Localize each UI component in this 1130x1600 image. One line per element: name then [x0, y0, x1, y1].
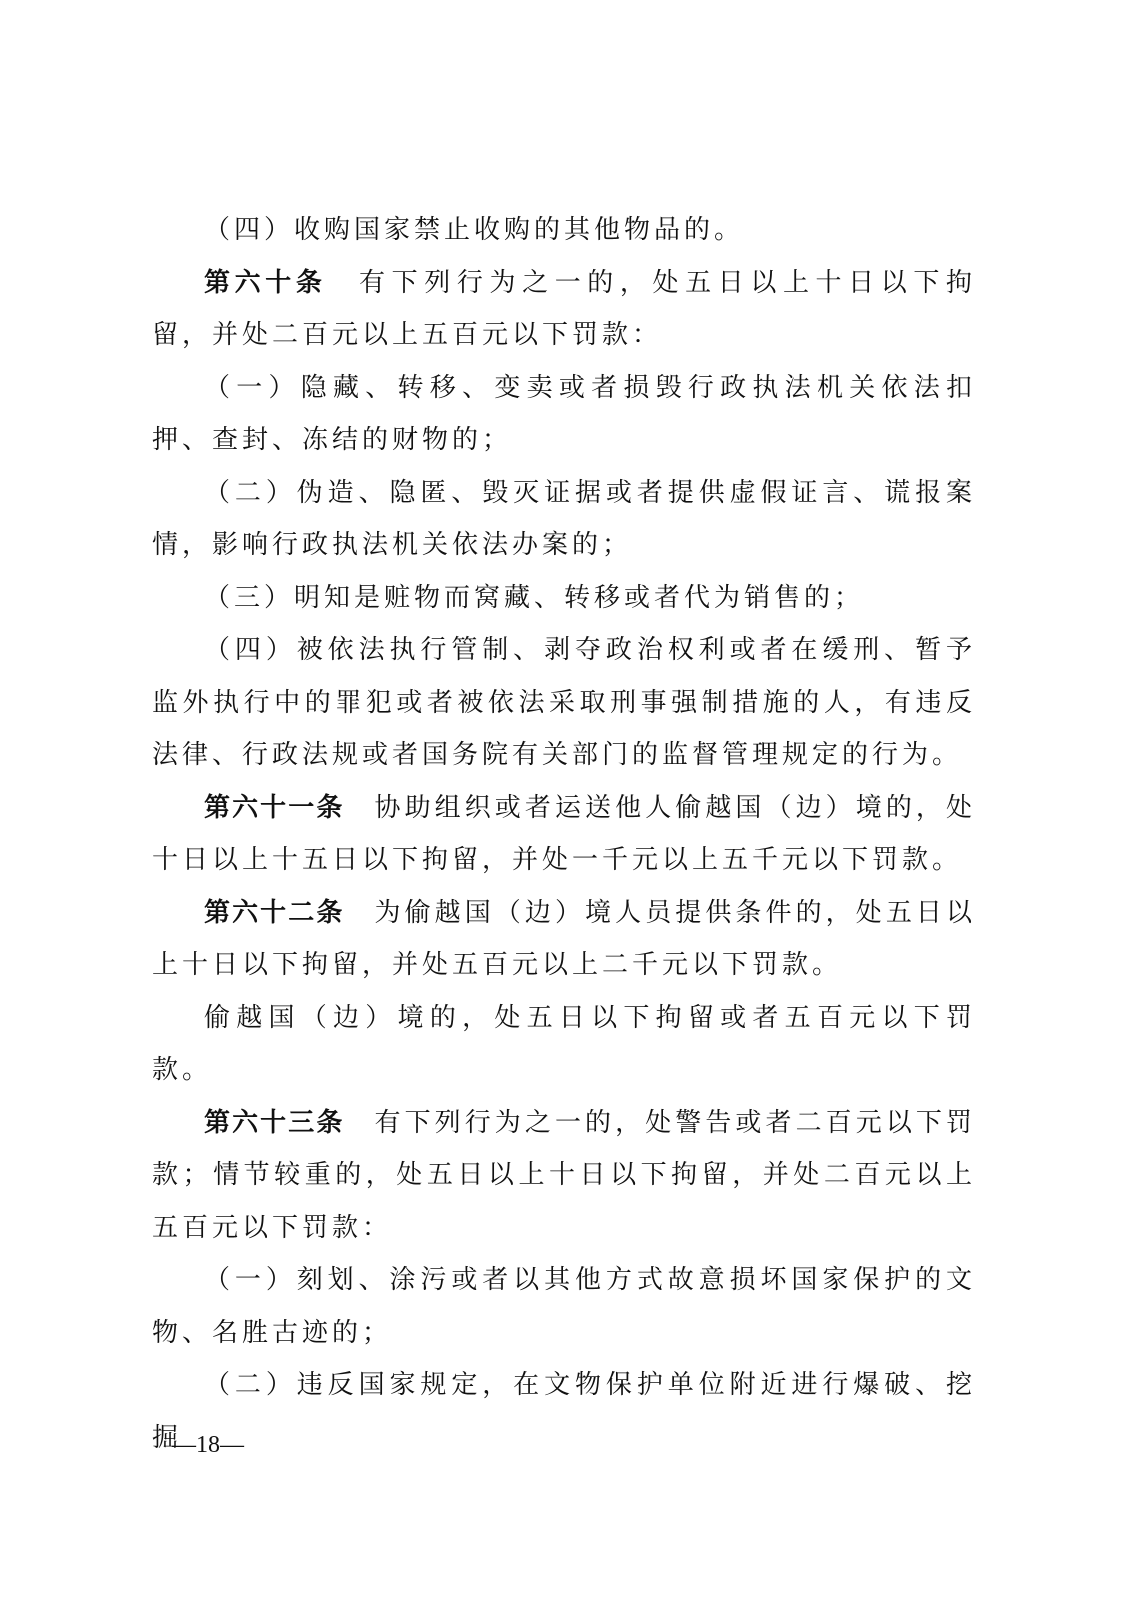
article-62-clause-2 [152, 992, 976, 1097]
paragraph-text: （一）隐藏、转移、变卖或者损毁行政执法机关依法扣押、查封、冻结的财物的； [152, 372, 976, 455]
article-60-item-1 [152, 362, 976, 467]
paragraph-text: （四）被依法执行管制、剥夺政治权利或者在缓刑、暂予监外执行中的罪犯或者被依法采取刑事强制措施的人，有违反法律、行政法规或者国务院有关部门的监督管理规定的行为。 [152, 635, 976, 770]
article-60-item-2 [152, 467, 976, 572]
article-62 [152, 887, 976, 992]
article-title: 第六十条 [204, 267, 327, 298]
article-61 [152, 782, 976, 887]
paragraph-text: 为偷越国（边）境人员提供条件的，处五日以上十日以下拘留，并处五百元以上二千元以下罚款。 [152, 897, 976, 980]
article-title: 第六十一条 [204, 792, 345, 823]
article-63-item-2 [152, 1359, 976, 1464]
paragraph-text: （三）明知是赃物而窝藏、转移或者代为销售的； [204, 582, 865, 613]
paragraph-text: 协助组织或者运送他人偷越国（边）境的，处十日以上十五日以下拘留，并处一千元以上五千元以下罚款。 [152, 792, 976, 875]
paragraph-text: 偷越国（边）境的，处五日以下拘留或者五百元以下罚款。 [152, 1002, 976, 1085]
paragraph-text: （一）刻划、涂污或者以其他方式故意损坏国家保护的文物、名胜古迹的； [152, 1265, 976, 1348]
page-number: —18— [172, 1432, 244, 1458]
document-body [152, 204, 976, 1464]
paragraph-text: 有下列行为之一的，处五日以上十日以下拘留，并处二百元以上五百元以下罚款： [152, 267, 976, 350]
article-60 [152, 257, 976, 362]
article-60-item-3 [152, 572, 976, 625]
article-63-item-1 [152, 1254, 976, 1359]
paragraph-text: （四）收购国家禁止收购的其他物品的。 [204, 215, 745, 245]
article-title: 第六十二条 [204, 897, 345, 928]
article-60-item-4 [152, 624, 976, 782]
paragraph-item-4-purchase [152, 204, 976, 257]
paragraph-text: （二）违反国家规定，在文物保护单位附近进行爆破、挖掘 [152, 1370, 976, 1453]
paragraph-text: 有下列行为之一的，处警告或者二百元以下罚款；情节较重的，处五日以上十日以下拘留，并处二百元以上五百元以下罚款： [152, 1107, 976, 1243]
paragraph-text: （二）伪造、隐匿、毁灭证据或者提供虚假证言、谎报案情，影响行政执法机关依法办案的； [152, 477, 976, 560]
article-title: 第六十三条 [204, 1107, 345, 1138]
article-63 [152, 1097, 976, 1255]
